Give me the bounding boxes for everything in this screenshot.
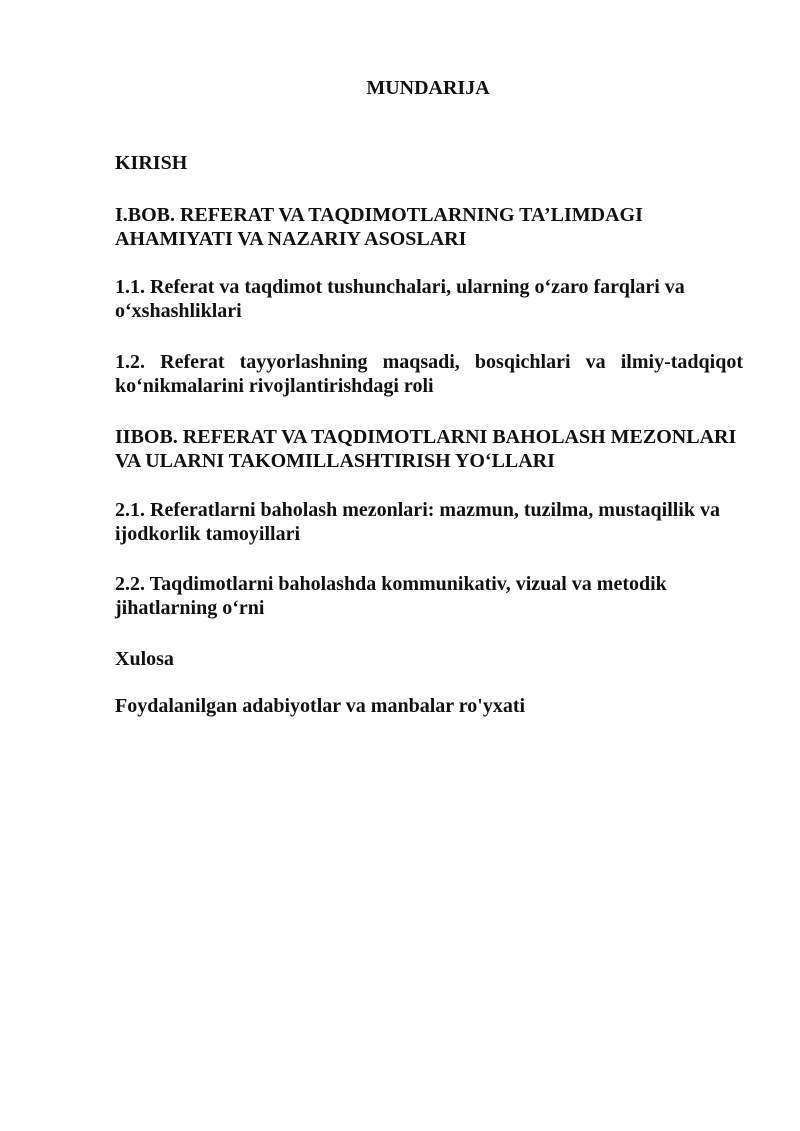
toc-entry-section-2-2: 2.2. Taqdimotlarni baholashda kommunikativ, vizual va metodik jihatlarning o‘rni (115, 573, 667, 619)
toc-entry-section-1-1: 1.1. Referat va taqdimot tushunchalari, ularning o‘zaro farqlari va o‘xshashliklari (115, 276, 685, 322)
toc-entry-references: Foydalanilgan adabiyotlar va manbalar ro'yxati (115, 695, 526, 717)
toc-entry-kirish: KIRISH (115, 152, 188, 174)
toc-entry-chapter-1: I.BOB. REFERAT VA TAQDIMOTLARNING TA’LIMDAGI AHAMIYATI VA NAZARIY ASOSLARI (115, 204, 643, 250)
toc-entry-section-1-2: 1.2. Referat tayyorlashning maqsadi, bosqichlari va ilmiy-tadqiqot ko‘nikmalarini rivojlantirishdagi roli (115, 351, 743, 397)
page-title: MUNDARIJA (366, 77, 490, 99)
toc-entry-section-2-1: 2.1. Referatlarni baholash mezonlari: mazmun, tuzilma, mustaqillik va ijodkorlik tamoyillari (115, 499, 720, 545)
toc-entry-chapter-2: IIBOB. REFERAT VA TAQDIMOTLARNI BAHOLASH MEZONLARI VA ULARNI TAKOMILLASHTIRISH YO‘LLARI (115, 426, 737, 472)
toc-entry-xulosa: Xulosa (115, 648, 174, 670)
